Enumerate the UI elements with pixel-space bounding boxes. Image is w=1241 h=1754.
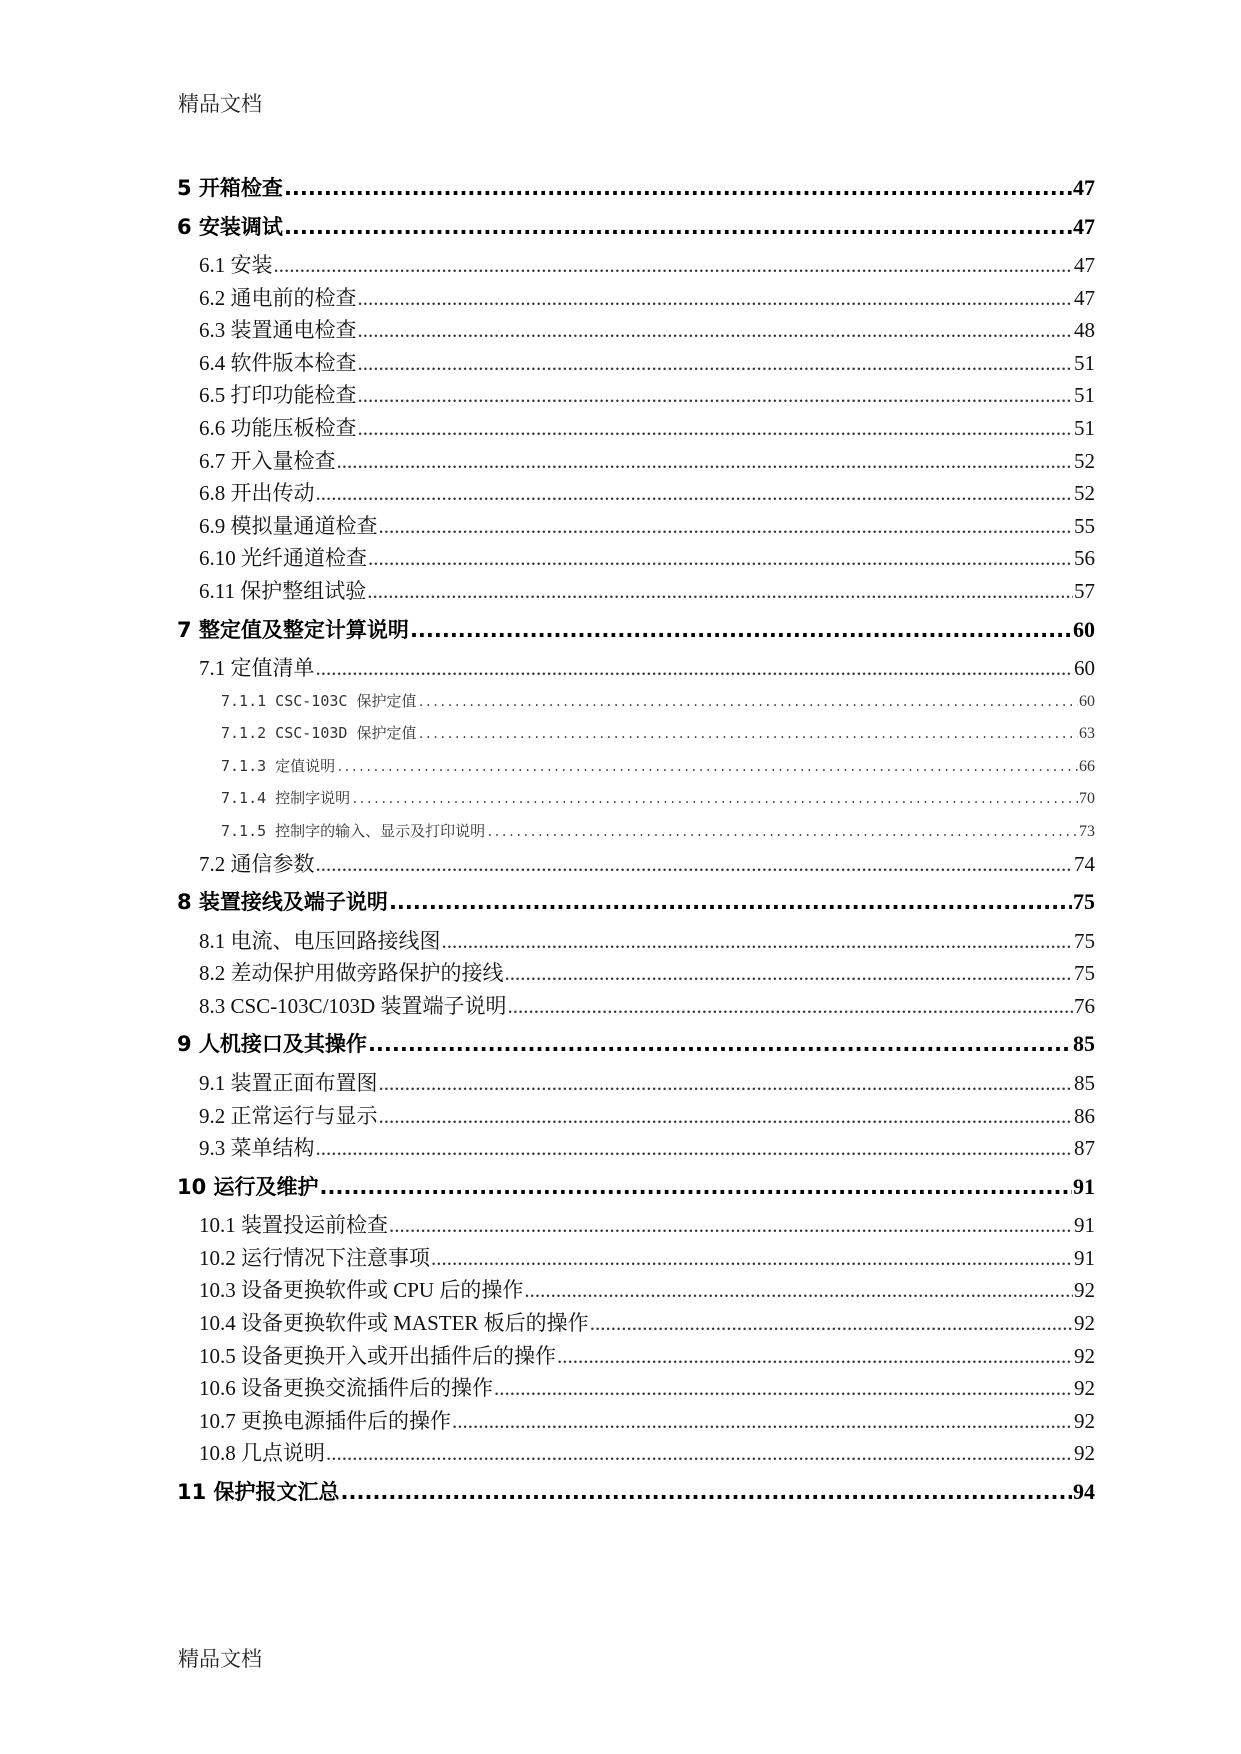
toc-entry-page: 91 [1074,1213,1095,1238]
table-of-contents [177,166,1095,1515]
toc-entry[interactable] [177,1405,1095,1438]
toc-dot-leader [417,686,1078,719]
toc-entry[interactable] [177,1132,1095,1165]
toc-entry[interactable] [177,886,1095,919]
toc-entry[interactable] [177,1171,1095,1204]
toc-entry-page: 92 [1074,1278,1095,1303]
toc-dot-leader [284,172,1072,205]
toc-entry[interactable] [177,1340,1095,1373]
toc-entry-title: 6.3 装置通电检查 [199,318,357,343]
toc-entry-title: 10.1 装置投运前检查 [199,1213,388,1238]
toc-entry-page: 87 [1074,1136,1095,1161]
toc-dot-leader [557,1340,1073,1373]
toc-entry-page: 56 [1074,546,1095,571]
toc-entry[interactable] [177,1274,1095,1307]
toc-dot-leader [367,575,1073,608]
toc-entry-page: 47 [1073,213,1095,239]
toc-entry[interactable] [177,445,1095,478]
toc-dot-leader [368,542,1073,575]
toc-entry-title: 9.2 正常运行与显示 [199,1103,378,1128]
toc-entry-title: 6.5 打印功能检查 [199,383,357,408]
toc-entry-title: 6.10 光纤通道检查 [199,546,367,571]
toc-entry[interactable] [177,1307,1095,1340]
toc-entry-title: 7.1.4 控制字说明 [221,789,351,808]
toc-entry-title: 10.3 设备更换软件或 CPU 后的操作 [199,1278,524,1303]
toc-entry[interactable] [177,1100,1095,1133]
toc-entry-page: 51 [1074,415,1095,440]
toc-entry[interactable] [177,957,1095,990]
toc-entry-page: 92 [1074,1311,1095,1336]
toc-entry-title: 10.5 设备更换开入或开出插件后的操作 [199,1343,556,1368]
toc-dot-leader [358,379,1074,412]
toc-entry-page: 47 [1073,175,1095,200]
toc-entry-title: 9 人机接口及其操作 [177,1032,367,1057]
toc-entry[interactable] [177,1437,1095,1470]
toc-entry-page: 92 [1074,1441,1095,1466]
toc-entry-page: 55 [1074,513,1095,538]
toc-dot-leader [316,1132,1074,1165]
toc-entry-page: 75 [1074,961,1095,986]
toc-entry[interactable] [177,211,1095,244]
toc-dot-leader [358,412,1074,445]
toc-entry-title: 6.4 软件版本检查 [199,350,357,375]
toc-dot-leader [337,445,1074,478]
toc-dot-leader [336,751,1078,784]
toc-entry-page: 85 [1074,1070,1095,1095]
toc-entry-title: 7.1.1 CSC-103C 保护定值 [221,691,417,710]
toc-entry-page: 66 [1079,757,1095,775]
toc-dot-leader [590,1307,1073,1340]
page-footer-label: 精品文档 [178,1647,262,1671]
toc-entry[interactable] [177,782,1095,815]
toc-entry-title: 7.1.3 定值说明 [221,756,336,775]
toc-entry-title: 8.2 差动保护用做旁路保护的接线 [199,961,504,986]
toc-dot-leader [431,1242,1073,1275]
toc-entry-title: 10.8 几点说明 [199,1441,325,1466]
toc-dot-leader [284,211,1072,244]
toc-entry-title: 5 开箱检查 [177,176,283,200]
toc-entry-page: 60 [1074,656,1095,681]
toc-entry-page: 91 [1074,1245,1095,1270]
toc-dot-leader [368,1028,1072,1061]
toc-entry-page: 85 [1073,1031,1095,1057]
toc-entry-title: 6.11 保护整组试验 [199,578,367,603]
toc-entry-title: 9.1 装置正面布置图 [199,1070,378,1095]
toc-entry-title: 6.8 开出传动 [199,481,315,506]
toc-entry-page: 92 [1074,1408,1095,1433]
toc-dot-leader [389,886,1072,919]
toc-entry-page: 92 [1074,1376,1095,1401]
toc-dot-leader [316,652,1074,685]
toc-dot-leader [505,957,1074,990]
toc-dot-leader [379,510,1074,543]
toc-entry[interactable] [177,314,1095,347]
toc-entry[interactable] [177,685,1095,718]
toc-entry[interactable] [177,575,1095,608]
toc-entry[interactable] [177,925,1095,958]
toc-entry[interactable] [177,1209,1095,1242]
toc-entry-title: 11 保护报文汇总 [177,1480,340,1504]
toc-entry[interactable] [177,717,1095,750]
toc-dot-leader [341,1476,1072,1509]
toc-entry[interactable] [177,412,1095,445]
toc-entry[interactable] [177,379,1095,412]
toc-entry-page: 57 [1074,578,1095,603]
toc-dot-leader [358,347,1074,380]
toc-entry-title: 6.1 安装 [199,253,273,277]
toc-entry-page: 63 [1079,725,1095,743]
page-header-label: 精品文档 [178,92,262,116]
toc-entry-page: 52 [1074,448,1095,473]
toc-dot-leader [494,1372,1073,1405]
toc-entry[interactable] [177,1372,1095,1405]
toc-entry-title: 6.9 模拟量通道检查 [199,513,378,538]
toc-entry-title: 7.2 通信参数 [199,851,315,876]
toc-entry-title: 8 装置接线及端子说明 [177,890,388,915]
toc-dot-leader [358,314,1074,347]
toc-dot-leader [316,477,1074,510]
toc-entry-title: 8.3 CSC-103C/103D 装置端子说明 [199,993,507,1018]
toc-entry[interactable] [177,1067,1095,1100]
toc-entry[interactable] [177,990,1095,1023]
toc-entry-title: 10.2 运行情况下注意事项 [199,1245,430,1270]
toc-entry-title: 10.4 设备更换软件或 MASTER 板后的操作 [199,1311,589,1336]
toc-entry[interactable] [177,815,1095,848]
toc-entry-page: 60 [1079,692,1095,710]
toc-entry[interactable] [177,1242,1095,1275]
toc-entry[interactable] [177,347,1095,380]
toc-dot-leader [351,783,1078,816]
toc-entry-title: 6 安装调试 [177,214,283,239]
toc-dot-leader [320,1171,1072,1204]
toc-entry-title: 7 整定值及整定计算说明 [177,617,409,642]
toc-entry-title: 10.6 设备更换交流插件后的操作 [199,1376,493,1401]
toc-entry-page: 47 [1074,253,1095,277]
toc-entry-title: 6.7 开入量检查 [199,448,336,473]
toc-entry[interactable] [177,172,1095,205]
toc-entry-title: 7.1.5 控制字的输入、显示及打印说明 [221,822,486,840]
toc-entry-title: 7.1.2 CSC-103D 保护定值 [221,724,417,743]
toc-entry-page: 94 [1073,1479,1095,1504]
toc-entry-page: 48 [1074,318,1095,343]
toc-entry[interactable] [177,249,1095,282]
toc-entry-page: 76 [1074,993,1095,1018]
toc-dot-leader [274,249,1074,282]
toc-entry-page: 70 [1079,790,1095,808]
toc-dot-leader [452,1405,1073,1438]
toc-entry-page: 91 [1073,1173,1095,1199]
toc-dot-leader [442,925,1074,958]
toc-dot-leader [410,614,1072,647]
toc-entry-page: 75 [1073,889,1095,915]
toc-entry-title: 6.6 功能压板检查 [199,415,357,440]
toc-entry-title: 10 运行及维护 [177,1174,319,1199]
toc-dot-leader [316,848,1074,881]
toc-entry[interactable] [177,542,1095,575]
toc-entry[interactable] [177,282,1095,315]
toc-entry-page: 92 [1074,1343,1095,1368]
toc-entry-page: 60 [1073,616,1095,642]
toc-entry[interactable] [177,510,1095,543]
toc-dot-leader [358,282,1074,315]
toc-entry-page: 86 [1074,1103,1095,1128]
toc-dot-leader [379,1067,1074,1100]
toc-entry-page: 51 [1074,350,1095,375]
toc-entry-title: 9.3 菜单结构 [199,1136,315,1161]
toc-entry-title: 8.1 电流、电压回路接线图 [199,928,441,953]
toc-entry-page: 73 [1079,823,1095,840]
toc-entry-page: 74 [1074,851,1095,876]
toc-entry[interactable] [177,477,1095,510]
toc-entry[interactable] [177,652,1095,685]
toc-entry[interactable] [177,1476,1095,1509]
toc-entry-page: 47 [1074,285,1095,310]
toc-entry[interactable] [177,1028,1095,1061]
toc-dot-leader [379,1100,1074,1133]
toc-entry-title: 7.1 定值清单 [199,656,315,681]
toc-dot-leader [326,1437,1073,1470]
toc-entry-page: 75 [1074,928,1095,953]
toc-entry-page: 51 [1074,383,1095,408]
toc-dot-leader [486,816,1078,849]
toc-entry-title: 10.7 更换电源插件后的操作 [199,1408,451,1433]
toc-entry-title: 6.2 通电前的检查 [199,285,357,310]
toc-entry[interactable] [177,614,1095,647]
toc-dot-leader [389,1209,1073,1242]
toc-dot-leader [417,718,1078,751]
toc-entry[interactable] [177,750,1095,783]
toc-dot-leader [524,1274,1073,1307]
toc-dot-leader [507,990,1073,1023]
toc-entry[interactable] [177,848,1095,881]
toc-entry-page: 52 [1074,481,1095,506]
